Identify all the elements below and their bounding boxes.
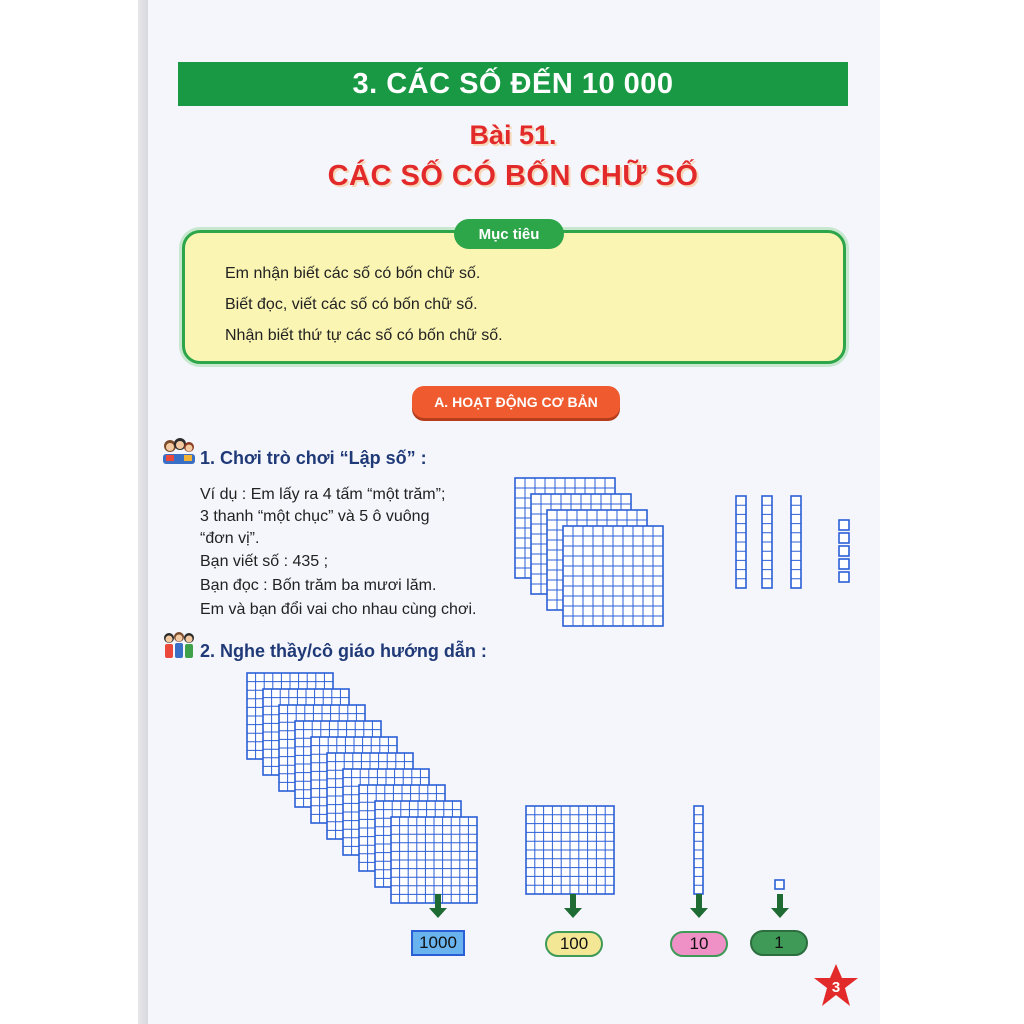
goals-tag: Mục tiêu: [454, 219, 564, 249]
example-line: “đơn vị”.: [200, 530, 260, 547]
activity-1-title: 1. Chơi trò chơi “Lập số” :: [200, 448, 427, 468]
label-thousand: 1000: [411, 930, 465, 956]
goal-item: Biết đọc, viết các số có bốn chữ số.: [225, 296, 478, 313]
unit-cube: [839, 572, 849, 582]
chapter-title: 3. CÁC SỐ ĐẾN 10 000: [178, 62, 848, 106]
unit-cube: [839, 546, 849, 556]
down-arrow-icon: [564, 894, 582, 918]
page-number: 3: [831, 979, 841, 996]
activity-2-title: 2. Nghe thầy/cô giáo hướng dẫn :: [200, 641, 487, 661]
ten-rod: [762, 496, 772, 588]
hundred-square: [563, 526, 663, 626]
example-line: 3 thanh “một chục” và 5 ô vuông: [200, 508, 430, 525]
goal-item: Nhận biết thứ tự các số có bốn chữ số.: [225, 327, 503, 344]
label-ten: 10: [670, 931, 728, 957]
section-a-heading: A. HOẠT ĐỘNG CƠ BẢN: [412, 386, 620, 418]
example-line: Ví dụ : Em lấy ra 4 tấm “một trăm”;: [200, 486, 446, 503]
down-arrow-icon: [771, 894, 789, 918]
unit-cube: [839, 559, 849, 569]
hundred-square: [391, 817, 477, 903]
page-number-badge: [812, 962, 860, 1010]
lesson-number: Bài 51.: [469, 120, 557, 150]
unit-cube: [839, 533, 849, 543]
ten-rod: [736, 496, 746, 588]
down-arrow-icon: [690, 894, 708, 918]
example-line: Bạn viết số : 435 ;: [200, 553, 329, 570]
label-one: 1: [750, 930, 808, 956]
ten-rod: [694, 806, 703, 894]
unit-cube: [775, 880, 784, 889]
goal-item: Em nhận biết các số có bốn chữ số.: [225, 265, 481, 282]
ten-rod: [791, 496, 801, 588]
hundred-square: [526, 806, 614, 894]
lesson-title: CÁC SỐ CÓ BỐN CHỮ SỐ: [327, 160, 699, 192]
unit-cube: [839, 520, 849, 530]
example-line: Bạn đọc : Bốn trăm ba mươi lăm.: [200, 577, 437, 594]
example-line: Em và bạn đổi vai cho nhau cùng chơi.: [200, 601, 477, 618]
label-hundred: 100: [545, 931, 603, 957]
